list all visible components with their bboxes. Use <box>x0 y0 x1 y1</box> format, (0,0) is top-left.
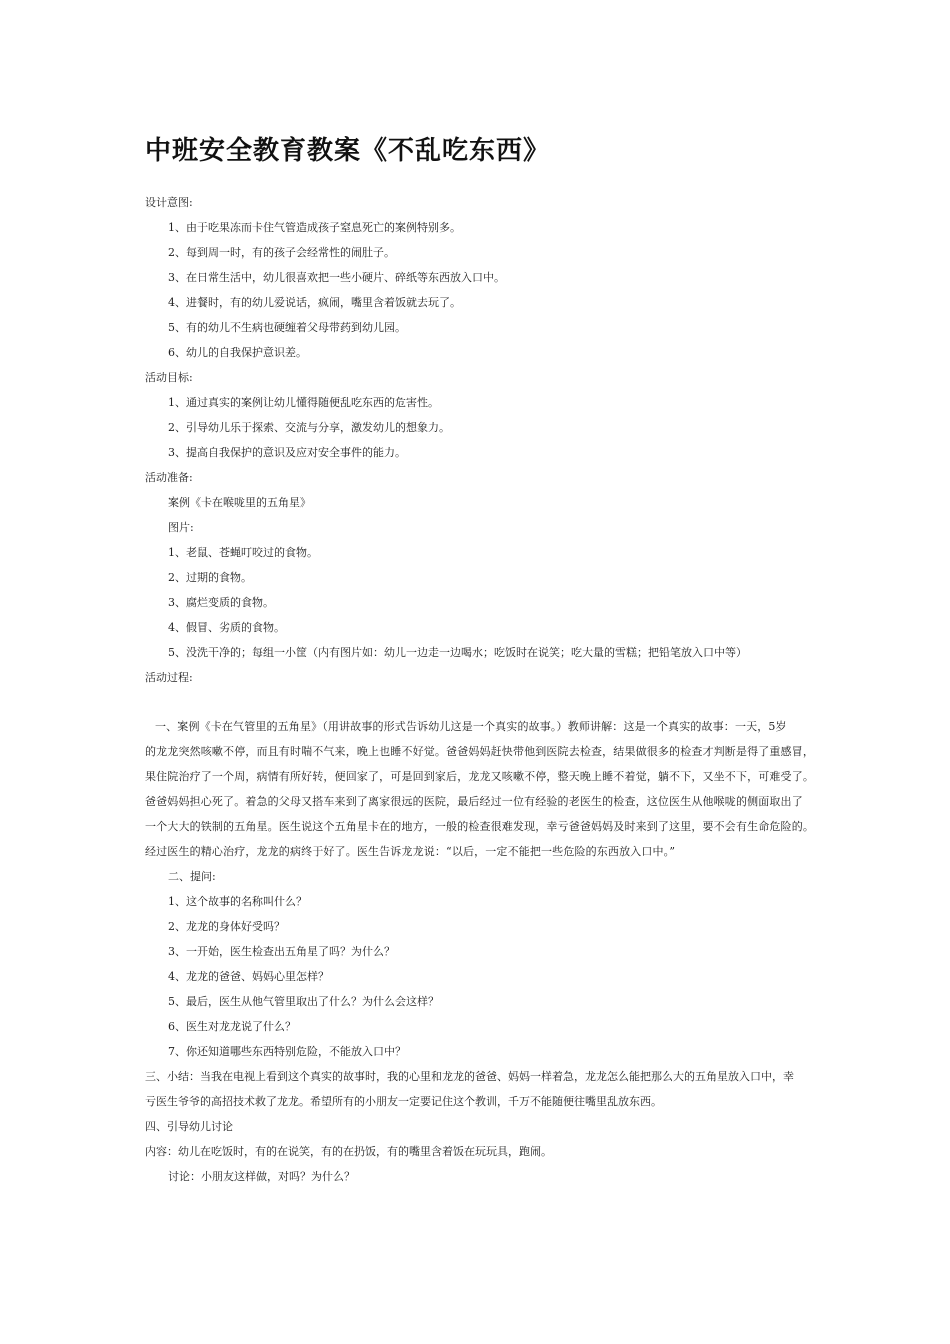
discussion-heading: 四、引导幼儿讨论 <box>145 1120 233 1133</box>
question-item: 5、最后，医生从他气管里取出了什么？为什么会这样？ <box>168 995 439 1008</box>
questions-heading: 二、提问: <box>168 870 216 883</box>
goal-item: 1、通过真实的案例让幼儿懂得随便乱吃东西的危害性。 <box>168 396 439 409</box>
question-item: 4、龙龙的爸爸、妈妈心里怎样？ <box>168 970 329 983</box>
story-line: 经过医生的精心治疗，龙龙的病终于好了。医生告诉龙龙说：“以后，一定不能把一些危险的东西放入口中。” <box>145 845 676 858</box>
question-item: 7、你还知道哪些东西特别危险，不能放入口中？ <box>168 1045 406 1058</box>
design-intent-item: 4、进餐时，有的幼儿爱说话，疯闹，嘴里含着饭就去玩了。 <box>168 296 461 309</box>
design-intent-item: 5、有的幼儿不生病也硬缠着父母带药到幼儿园。 <box>168 321 406 334</box>
design-intent-heading: 设计意图: <box>145 196 193 209</box>
summary-line: 亏医生爷爷的高招技术救了龙龙。希望所有的小朋友一定要记住这个教训，千万不能随便往嘴里乱放东西。 <box>145 1095 662 1108</box>
preparation-case: 案例《卡在喉咙里的五角星》 <box>168 496 311 509</box>
design-intent-item: 2、每到周一时，有的孩子会经常性的闹肚子。 <box>168 246 395 259</box>
document-title: 中班安全教育教案《不乱吃东西》 <box>145 136 551 166</box>
preparation-pictures-label: 图片: <box>168 521 194 534</box>
story-line: 一个大大的铁制的五角星。医生说这个五角星卡在的地方，一般的检查很难发现，幸亏爸爸妈妈及时来到了这里，要不会有生命危险的。 <box>145 820 814 833</box>
preparation-item: 3、腐烂变质的食物。 <box>168 596 274 609</box>
design-intent-item: 3、在日常生活中，幼儿很喜欢把一些小硬片、碎纸等东西放入口中。 <box>168 271 505 284</box>
preparation-item: 4、假冒、劣质的食物。 <box>168 621 285 634</box>
process-heading: 活动过程: <box>145 671 193 684</box>
preparation-item: 1、老鼠、苍蝇叮咬过的食物。 <box>168 546 318 559</box>
story-line: 爸爸妈妈担心死了。着急的父母又搭车来到了离家很远的医院，最后经过一位有经验的老医生的检查，这位医生从他喉咙的侧面取出了 <box>145 795 803 808</box>
story-line: 一、案例《卡在气管里的五角星》（用讲故事的形式告诉幼儿这是一个真实的故事。）教师讲解：这是一个真实的故事：一天，5岁 <box>155 720 787 733</box>
discussion-content: 内容：幼儿在吃饭时，有的在说笑，有的在扔饭，有的嘴里含着饭在玩玩具，跑闹。 <box>145 1145 552 1158</box>
question-item: 6、医生对龙龙说了什么？ <box>168 1020 296 1033</box>
preparation-item: 2、过期的食物。 <box>168 571 252 584</box>
discussion-question: 讨论：小朋友这样做，对吗？为什么？ <box>168 1170 355 1183</box>
goals-heading: 活动目标: <box>145 371 193 384</box>
summary-line: 三、小结：当我在电视上看到这个真实的故事时，我的心里和龙龙的爸爸、妈妈一样着急，龙龙怎么能把那么大的五角星放入口中，幸 <box>145 1070 794 1083</box>
question-item: 3、一开始，医生检查出五角星了吗？为什么？ <box>168 945 395 958</box>
question-item: 1、这个故事的名称叫什么？ <box>168 895 307 908</box>
story-line: 的龙龙突然咳嗽不停，而且有时喘不气来，晚上也睡不好觉。爸爸妈妈赶快带他到医院去检查，结果做很多的检查才判断是得了重感冒， <box>145 745 814 758</box>
design-intent-item: 6、幼儿的自我保护意识差。 <box>168 346 307 359</box>
design-intent-item: 1、由于吃果冻而卡住气管造成孩子窒息死亡的案例特别多。 <box>168 221 461 234</box>
goal-item: 3、提高自我保护的意识及应对安全事件的能力。 <box>168 446 406 459</box>
story-line: 果住院治疗了一个周，病情有所好转，便回家了，可是回到家后，龙龙又咳嗽不停，整天晚上睡不着觉，躺不下，又坐不下，可难受了。 <box>145 770 814 783</box>
preparation-heading: 活动准备: <box>145 471 193 484</box>
goal-item: 2、引导幼儿乐于探索、交流与分享，激发幼儿的想象力。 <box>168 421 450 434</box>
question-item: 2、龙龙的身体好受吗？ <box>168 920 285 933</box>
preparation-item: 5、没洗干净的；每组一小筐（内有图片如：幼儿一边走一边喝水；吃饭时在说笑；吃大量的雪糕；把铅笔放入口中等） <box>168 646 747 659</box>
